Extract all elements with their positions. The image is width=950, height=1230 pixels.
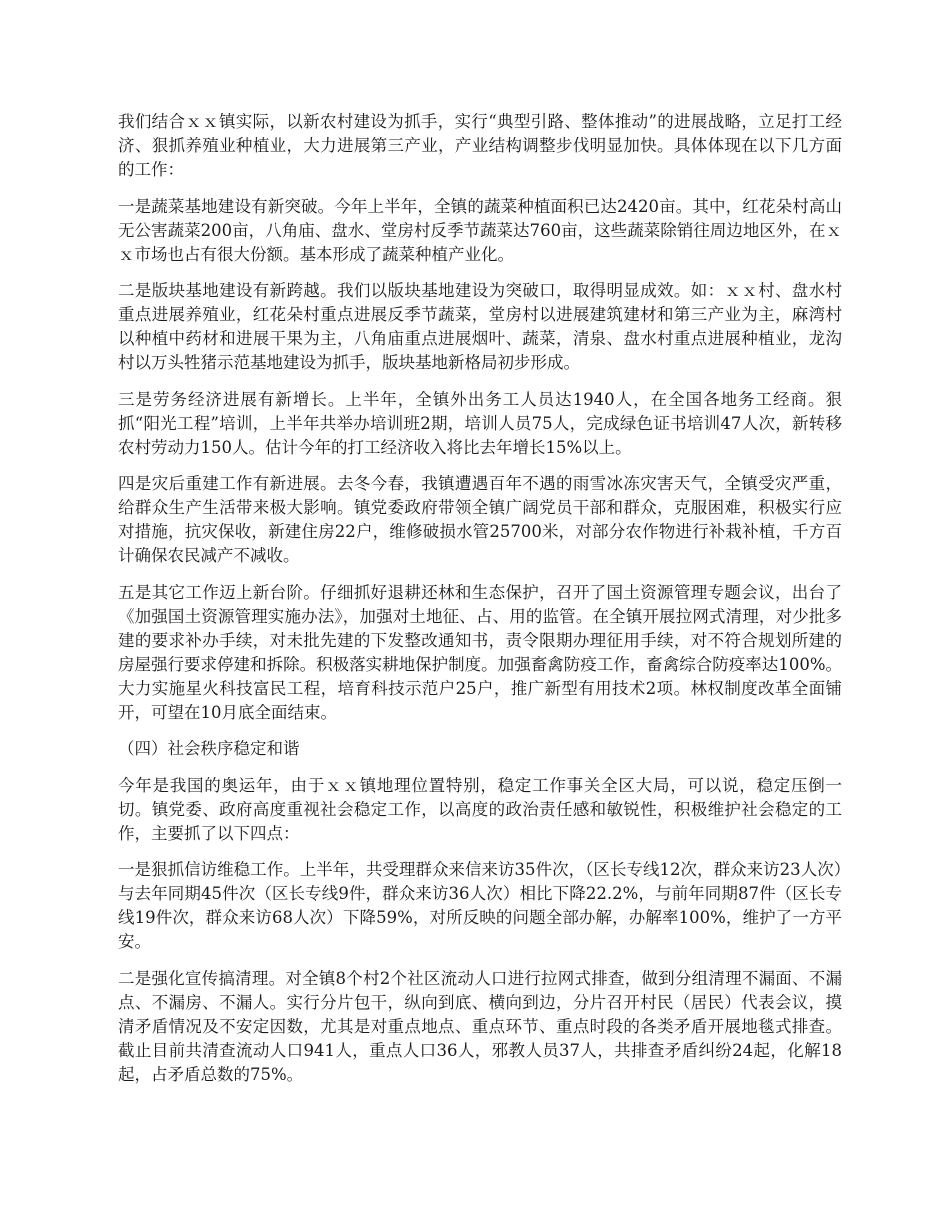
paragraph-disaster-rebuild: 四是灾后重建工作有新进展。去冬今春，我镇遭遇百年不遇的雨雪冰冻灾害天气，全镇受灾严重，给群众生产生活带来极大影响。镇党委政府带领全镇广阔党员干部和群众，克服困难，积极实行应对措施，抗灾保收，新建住房22户，维修破损水管25700米，对部分农作物进行补栽补植，千方百计确保农民减产不减收。 [118, 474, 842, 565]
paragraph-intro: 我们结合ｘｘ镇实际，以新农村建设为抓手，实行“典型引路、整体推动”的进展战略，立足打工经济、狠抓养殖业种植业，大力进展第三产业，产业结构调整步伐明显加快。具体体现在以下几方面的工作： [118, 112, 842, 179]
section-heading-social-order: （四）社会秩序稳定和谐 [118, 739, 300, 758]
paragraph-olympic-stability: 今年是我国的奥运年，由于ｘｘ镇地理位置特别，稳定工作事关全区大局，可以说，稳定压倒一切。镇党委、政府高度重视社会稳定工作，以高度的政治责任感和敏锐性，积极维护社会稳定的工作，主要抓了以下四点： [118, 775, 842, 843]
paragraph-block-base: 二是版块基地建设有新跨越。我们以版块基地建设为突破口，取得明显成效。如：ｘｘ村、盘水村重点进展养殖业，红花朵村重点进展反季节蔬菜，堂房村以进展建筑建材和第三产业为主，麻湾村以种植中药材和进展干果为主，八角庙重点进展烟叶、蔬菜，清泉、盘水村重点进展种植业，龙沟村以万头牲猪示范基地建设为抓手，版块基地新格局初步形成。 [118, 281, 842, 372]
paragraph-labor-economy: 三是劳务经济进展有新增长。上半年，全镇外出务工人员达1940人，在全国各地务工经商。狠抓“阳光工程”培训，上半年共举办培训班2期，培训人员75人，完成绿色证书培训47人次，新转移农村劳动力150人。估计今年的打工经济收入将比去年增长15%以上。 [118, 389, 842, 457]
paragraph-petition: 一是狠抓信访维稳工作。上半年，共受理群众来信来访35件次，（区长专线12次，群众来访23人次）与去年同期45件次（区长专线9件，群众来访36人次）相比下降22.2%，与前年同期87件（区长专线19件次，群众来访68人次）下降59%，对所反映的问题全部办解，办解率100%，维护了一方平安。 [118, 860, 842, 951]
paragraph-publicity-cleanup: 二是强化宣传搞清理。对全镇8个村2个社区流动人口进行拉网式排查，做到分组清理不漏面、不漏点、不漏房、不漏人。实行分片包干，纵向到底、横向到边，分片召开村民（居民）代表会议，摸清矛盾情况及不安定因数，尤其是对重点地点、重点环节、重点时段的各类矛盾开展地毯式排查。截止目前共清查流动人口941人，重点人口36人，邪教人员37人，共排查矛盾纠纷24起，化解18起，占矛盾总数的75%。 [118, 968, 842, 1084]
document-body [118, 110, 842, 1099]
paragraph-vegetable-base: 一是蔬菜基地建设有新突破。今年上半年，全镇的蔬菜种植面积已达2420亩。其中，红花朵村高山无公害蔬菜200亩，八角庙、盘水、堂房村反季节蔬菜达760亩，这些蔬菜除销往周边地区外，在ｘｘ市场也占有很大份额。基本形成了蔬菜种植产业化。 [118, 196, 842, 264]
paragraph-other-work: 五是其它工作迈上新台阶。仔细抓好退耕还林和生态保护，召开了国土资源管理专题会议，出台了《加强国土资源管理实施办法》，加强对土地征、占、用的监管。在全镇开展拉网式清理，对少批多建的要求补办手续，对未批先建的下发整改通知书，责令限期办理征用手续，对不符合规划所建的房屋强行要求停建和拆除。积极落实耕地保护制度。加强畜禽防疫工作，畜禽综合防疫率达100%。大力实施星火科技富民工程，培育科技示范户25户，推广新型有用技术2项。林权制度改革全面铺开，可望在10月底全面结束。 [118, 582, 842, 722]
